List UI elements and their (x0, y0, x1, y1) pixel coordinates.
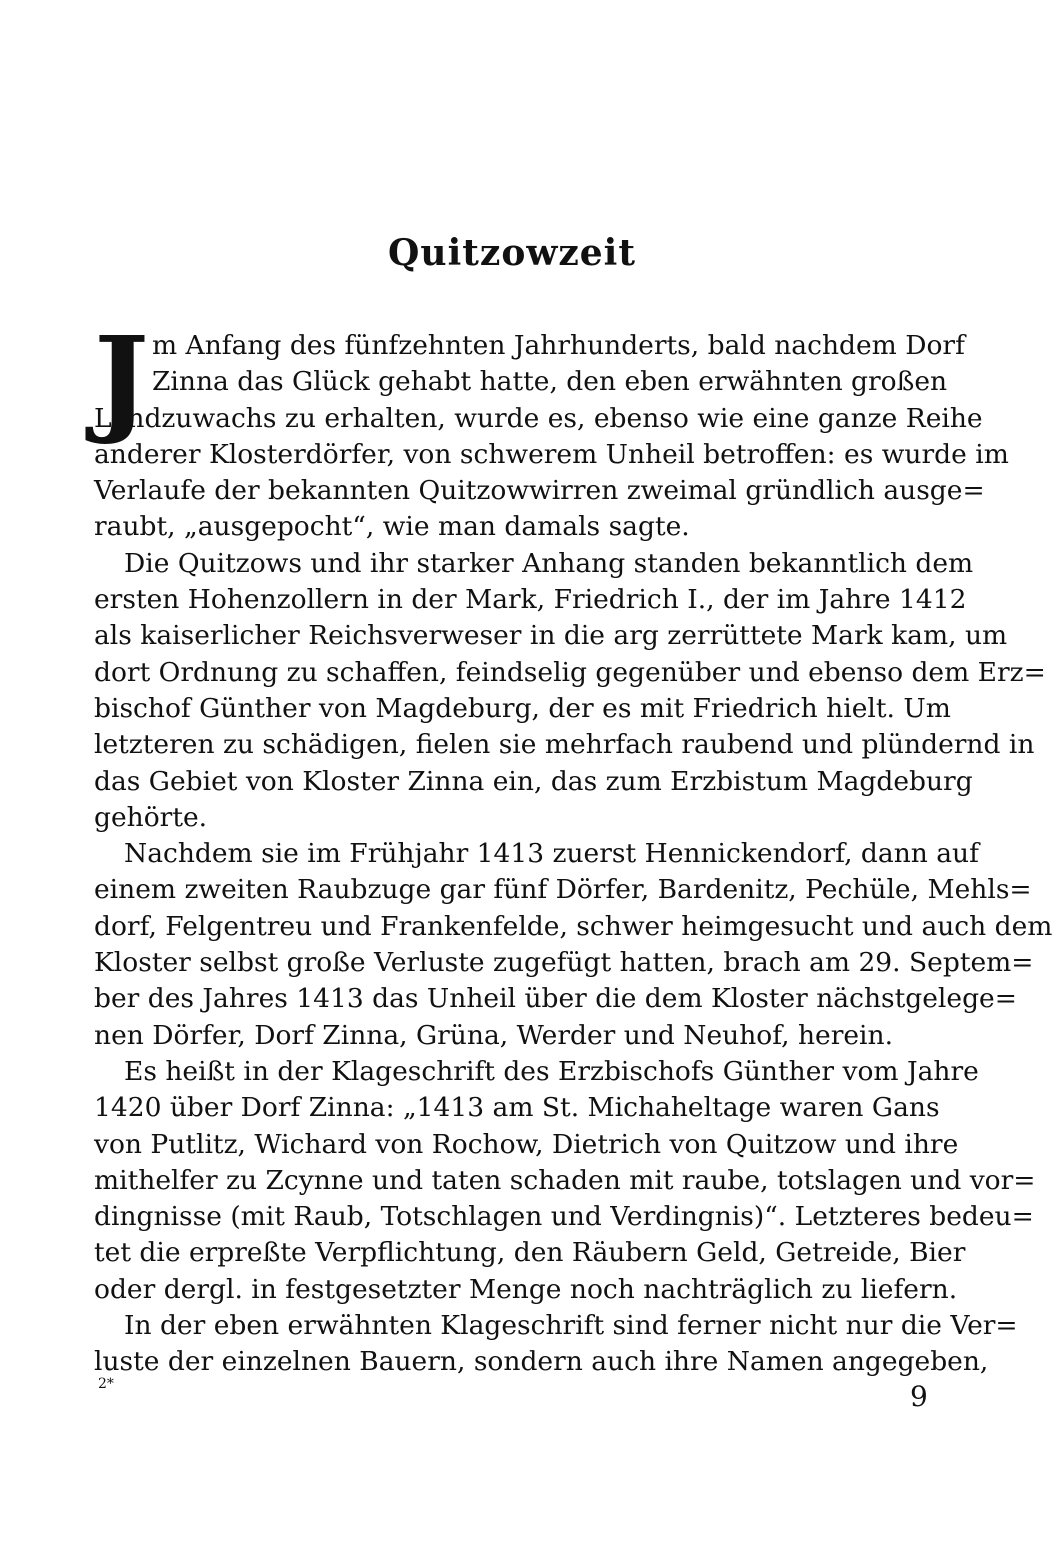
text-line: dingnisse (mit Raub, Totschlagen und Verdingnis)“. Letzteres bedeu= (94, 1201, 1034, 1233)
signature-mark: 2* (98, 1376, 114, 1392)
text-line: dort Ordnung zu schaffen, feindselig gegenüber und ebenso dem Erz= (94, 656, 1046, 688)
text-line: oder dergl. in festgesetzter Menge noch nachträglich zu liefern. (94, 1273, 958, 1305)
text-line: Landzuwachs zu erhalten, wurde es, ebenso wie eine ganze Reihe (94, 402, 983, 434)
text-line: das Gebiet von Kloster Zinna ein, das zum Erzbistum Magdeburg (94, 765, 973, 797)
text-line: von Putlitz, Wichard von Rochow, Dietrich von Quitzow und ihre (94, 1128, 959, 1160)
text-line: ber des Jahres 1413 das Unheil über die dem Kloster nächstgelege= (94, 983, 1017, 1015)
text-line: gehörte. (94, 801, 208, 833)
text-line: m Anfang des fünfzehnten Jahrhunderts, bald nachdem Dorf (152, 330, 965, 361)
text-line: Nachdem sie im Frühjahr 1413 zuerst Hennickendorf, dann auf (124, 838, 979, 870)
text-line: 1420 über Dorf Zinna: „1413 am St. Michaheltage waren Gans (94, 1092, 940, 1124)
chapter-title: Quitzowzeit (388, 232, 636, 274)
text-line: tet die erpreßte Verpflichtung, den Räubern Geld, Getreide, Bier (94, 1237, 966, 1269)
text-line: als kaiserlicher Reichsverweser in die arg zerrüttete Mark kam, um (94, 620, 1008, 652)
text-line: anderer Klosterdörfer, von schwerem Unheil betroffen: es wurde im (94, 438, 1009, 470)
text-line: bischof Günther von Magdeburg, der es mit Friedrich hielt. Um (94, 692, 951, 724)
body-text (94, 328, 1052, 1381)
text-line: letzteren zu schädigen, fielen sie mehrfach raubend und plündernd in (94, 729, 1035, 761)
text-line: Kloster selbst große Verluste zugefügt hatten, brach am 29. Septem= (94, 947, 1034, 979)
text-line: nen Dörfer, Dorf Zinna, Grüna, Werder und Neuhof, herein. (94, 1019, 894, 1051)
text-line: Die Quitzows und ihr starker Anhang standen bekanntlich dem (124, 547, 974, 579)
text-line: ersten Hohenzollern in der Mark, Friedrich I., der im Jahre 1412 (94, 584, 967, 616)
text-line: mithelfer zu Zcynne und taten schaden mit raube, totslagen und vor= (94, 1164, 1036, 1196)
page-number: 9 (910, 1380, 928, 1413)
text-line: Verlaufe der bekannten Quitzowwirren zweimal gründlich ausge= (94, 475, 985, 507)
text-line: Es heißt in der Klageschrift des Erzbischofs Günther vom Jahre (124, 1055, 979, 1087)
text-line: dorf, Felgentreu und Frankenfelde, schwer heimgesucht und auch dem (94, 910, 1052, 942)
text-line: In der eben erwähnten Klageschrift sind ferner nicht nur die Ver= (124, 1310, 1018, 1342)
text-line: luste der einzelnen Bauern, sondern auch ihre Namen angegeben, (94, 1346, 989, 1378)
text-line: Zinna das Glück gehabt hatte, den eben erwähnten großen (152, 366, 948, 398)
drop-cap-letter: J (94, 312, 149, 448)
text-line: einem zweiten Raubzuge gar fünf Dörfer, Bardenitz, Pechüle, Mehls= (94, 874, 1032, 906)
text-line: raubt, „ausgepocht“, wie man damals sagte. (94, 511, 690, 543)
